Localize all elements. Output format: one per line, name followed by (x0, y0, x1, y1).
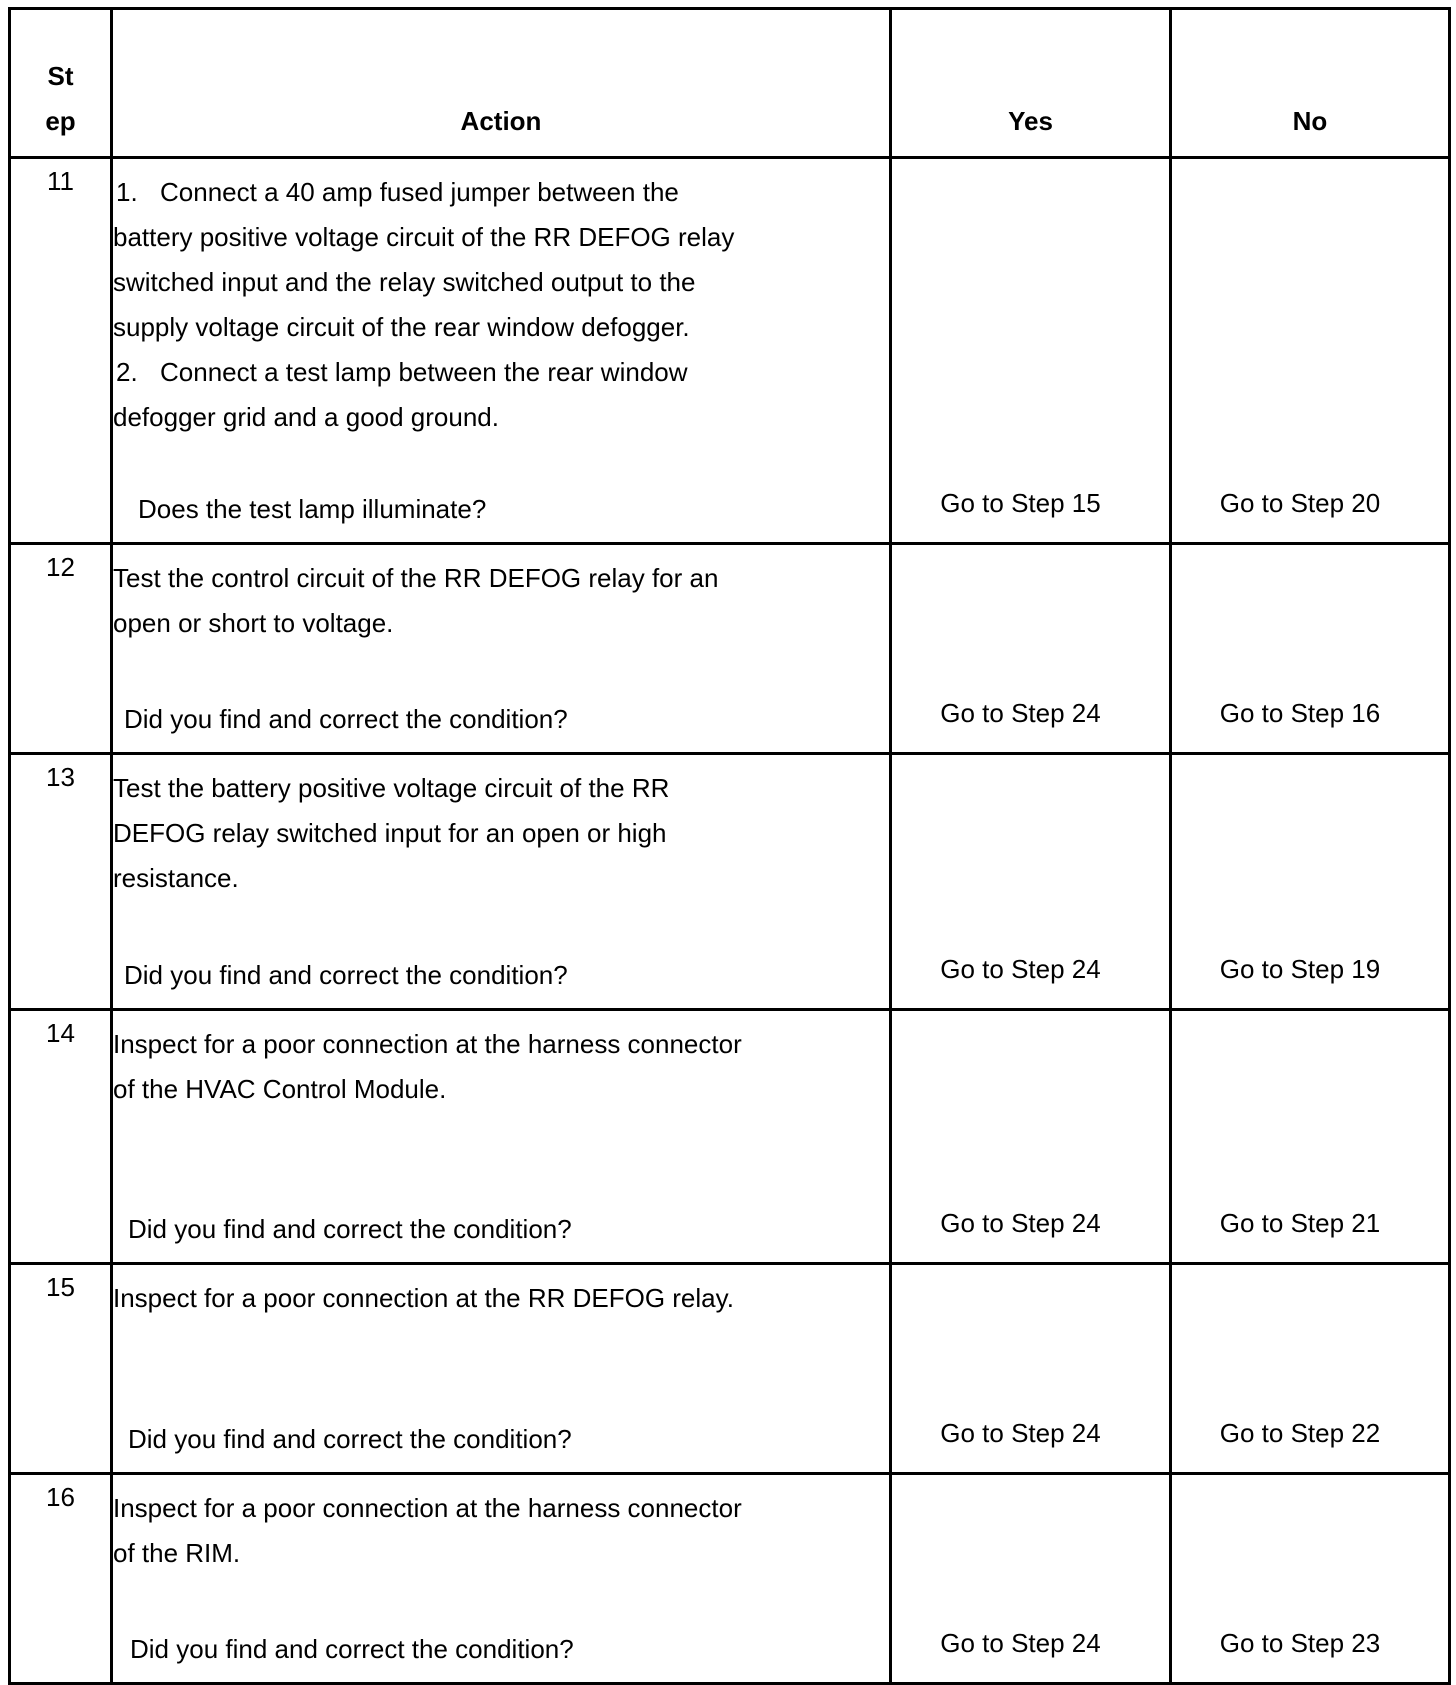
action-line: of the HVAC Control Module. (113, 1074, 447, 1104)
action-line: open or short to voltage. (113, 608, 394, 638)
action-line: switched input and the relay switched output to the (113, 267, 696, 297)
table-row (10, 158, 1450, 544)
action-text (113, 159, 889, 440)
action-line: Test the control circuit of the RR DEFOG relay for an (113, 563, 719, 593)
no-answer: Go to Step 22 (1219, 1418, 1381, 1448)
action-question: Did you find and correct the condition? (130, 1634, 574, 1664)
table-row (10, 1474, 1450, 1684)
no-cell (1171, 1474, 1450, 1684)
action-cell (112, 1010, 891, 1264)
action-line: Inspect for a poor connection at the harness connector (113, 1029, 742, 1059)
action-line-text: Connect a 40 amp fused jumper between the (160, 177, 679, 207)
step-number: 12 (10, 544, 112, 754)
action-question: Did you find and correct the condition? (128, 1424, 572, 1454)
action-question: Did you find and correct the condition? (128, 1214, 572, 1244)
no-answer: Go to Step 20 (1219, 488, 1381, 518)
no-answer: Go to Step 21 (1219, 1208, 1381, 1238)
yes-answer: Go to Step 24 (940, 1628, 1101, 1658)
step-header-line-1: St (47, 61, 74, 91)
step-header-line-2: ep (45, 106, 76, 136)
action-line (113, 350, 889, 395)
no-cell (1171, 754, 1450, 1010)
yes-answer: Go to Step 15 (940, 488, 1101, 518)
action-text (113, 1265, 889, 1321)
yes-answer: Go to Step 24 (940, 1418, 1101, 1448)
table-row (10, 754, 1450, 1010)
action-text (113, 545, 889, 646)
yes-cell (891, 158, 1171, 544)
list-number: 1. (116, 177, 138, 207)
no-cell (1171, 1010, 1450, 1264)
action-line: DEFOG relay switched input for an open or high (113, 818, 667, 848)
action-line: supply voltage circuit of the rear window defogger. (113, 312, 690, 342)
no-answer: Go to Step 19 (1219, 954, 1381, 984)
action-text (113, 1475, 889, 1576)
action-column-header: Action (112, 9, 891, 158)
no-answer: Go to Step 16 (1219, 698, 1381, 728)
table-row (10, 1010, 1450, 1264)
action-question: Does the test lamp illuminate? (138, 494, 487, 524)
no-cell (1171, 1264, 1450, 1474)
step-number: 16 (10, 1474, 112, 1684)
yes-cell (891, 1474, 1171, 1684)
action-line: defogger grid and a good ground. (113, 402, 499, 432)
yes-cell (891, 1010, 1171, 1264)
action-line: resistance. (113, 863, 239, 893)
yes-cell (891, 754, 1171, 1010)
no-column-header: No (1171, 9, 1450, 158)
yes-cell (891, 544, 1171, 754)
no-cell (1171, 544, 1450, 754)
action-cell (112, 1474, 891, 1684)
action-line: Inspect for a poor connection at the RR DEFOG relay. (113, 1283, 734, 1313)
action-question: Did you find and correct the condition? (124, 960, 568, 990)
action-cell (112, 1264, 891, 1474)
yes-answer: Go to Step 24 (940, 954, 1101, 984)
action-line (113, 170, 889, 215)
action-text (113, 755, 889, 901)
yes-cell (891, 1264, 1171, 1474)
action-line-text: Connect a test lamp between the rear window (160, 357, 688, 387)
no-answer: Go to Step 23 (1219, 1628, 1381, 1658)
table-row (10, 1264, 1450, 1474)
action-question: Did you find and correct the condition? (124, 704, 568, 734)
step-number: 15 (10, 1264, 112, 1474)
step-number: 14 (10, 1010, 112, 1264)
step-number: 11 (10, 158, 112, 544)
table-header-row (10, 9, 1450, 158)
diagnostic-table (8, 7, 1451, 1685)
action-line: battery positive voltage circuit of the RR DEFOG relay (113, 222, 735, 252)
step-column-header (10, 9, 112, 158)
step-number: 13 (10, 754, 112, 1010)
yes-answer: Go to Step 24 (940, 698, 1101, 728)
yes-answer: Go to Step 24 (940, 1208, 1101, 1238)
action-cell (112, 544, 891, 754)
no-cell (1171, 158, 1450, 544)
action-text (113, 1011, 889, 1112)
list-number: 2. (116, 357, 138, 387)
action-line: Inspect for a poor connection at the harness connector (113, 1493, 742, 1523)
action-line: of the RIM. (113, 1538, 241, 1568)
yes-column-header: Yes (891, 9, 1171, 158)
action-cell (112, 158, 891, 544)
table-row (10, 544, 1450, 754)
action-line: Test the battery positive voltage circuit of the RR (113, 773, 670, 803)
action-cell (112, 754, 891, 1010)
